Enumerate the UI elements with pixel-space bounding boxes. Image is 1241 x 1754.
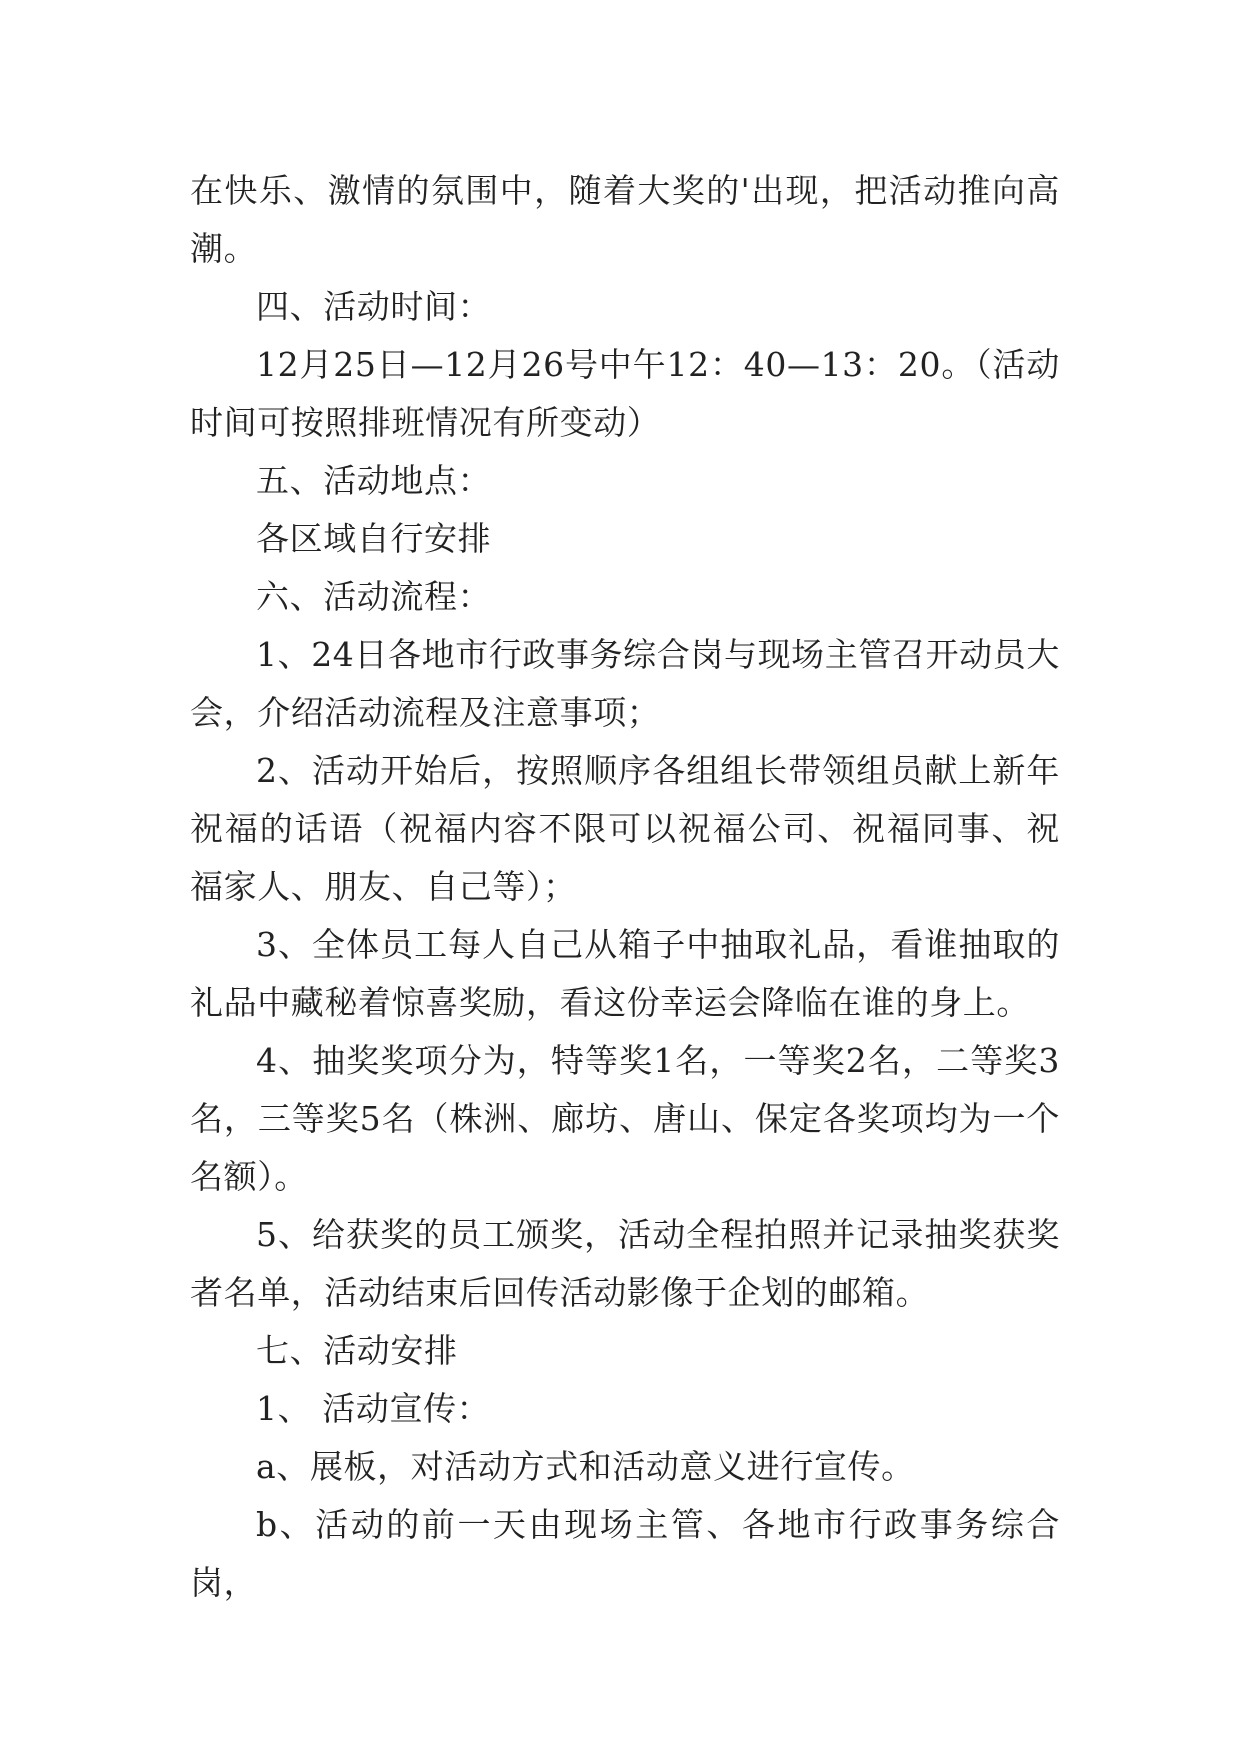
- heading-activity-process: 六、活动流程：: [256, 577, 492, 616]
- heading-activity-arrangement: 七、活动安排: [256, 1331, 458, 1370]
- document-body: [190, 162, 1060, 1612]
- paragraph-activity-location: 各区域自行安排: [256, 519, 492, 558]
- arrangement-item-b: b、活动的前一天由现场主管、各地市行政事务综合岗，: [190, 1505, 1060, 1602]
- paragraph-activity-time: 12月25日—12月26号中午12：40—13：20。（活动时间可按照排班情况有所变动）: [190, 345, 1060, 442]
- process-step-1: 1、24日各地市行政事务综合岗与现场主管召开动员大会，介绍活动流程及注意事项；: [190, 635, 1060, 732]
- paragraph-intro-continuation: 在快乐、激情的氛围中，随着大奖的'出现，把活动推向高潮。: [190, 171, 1060, 268]
- arrangement-item-a: a、展板，对活动方式和活动意义进行宣传。: [256, 1447, 915, 1486]
- process-step-2: 2、活动开始后，按照顺序各组组长带领组员献上新年祝福的话语（祝福内容不限可以祝福公司、祝福同事、祝福家人、朋友、自己等）；: [190, 751, 1060, 906]
- process-step-4: 4、抽奖奖项分为，特等奖1名，一等奖2名，二等奖3名，三等奖5名（株洲、廊坊、唐山、保定各奖项均为一个名额）。: [190, 1041, 1060, 1196]
- arrangement-item-1: 1、 活动宣传：: [256, 1389, 491, 1428]
- heading-activity-location: 五、活动地点：: [256, 461, 492, 500]
- heading-activity-time: 四、活动时间：: [256, 287, 492, 326]
- process-step-3: 3、全体员工每人自己从箱子中抽取礼品，看谁抽取的礼品中藏秘着惊喜奖励，看这份幸运会降临在谁的身上。: [190, 925, 1060, 1022]
- process-step-5: 5、给获奖的员工颁奖，活动全程拍照并记录抽奖获奖者名单，活动结束后回传活动影像于企划的邮箱。: [190, 1215, 1060, 1312]
